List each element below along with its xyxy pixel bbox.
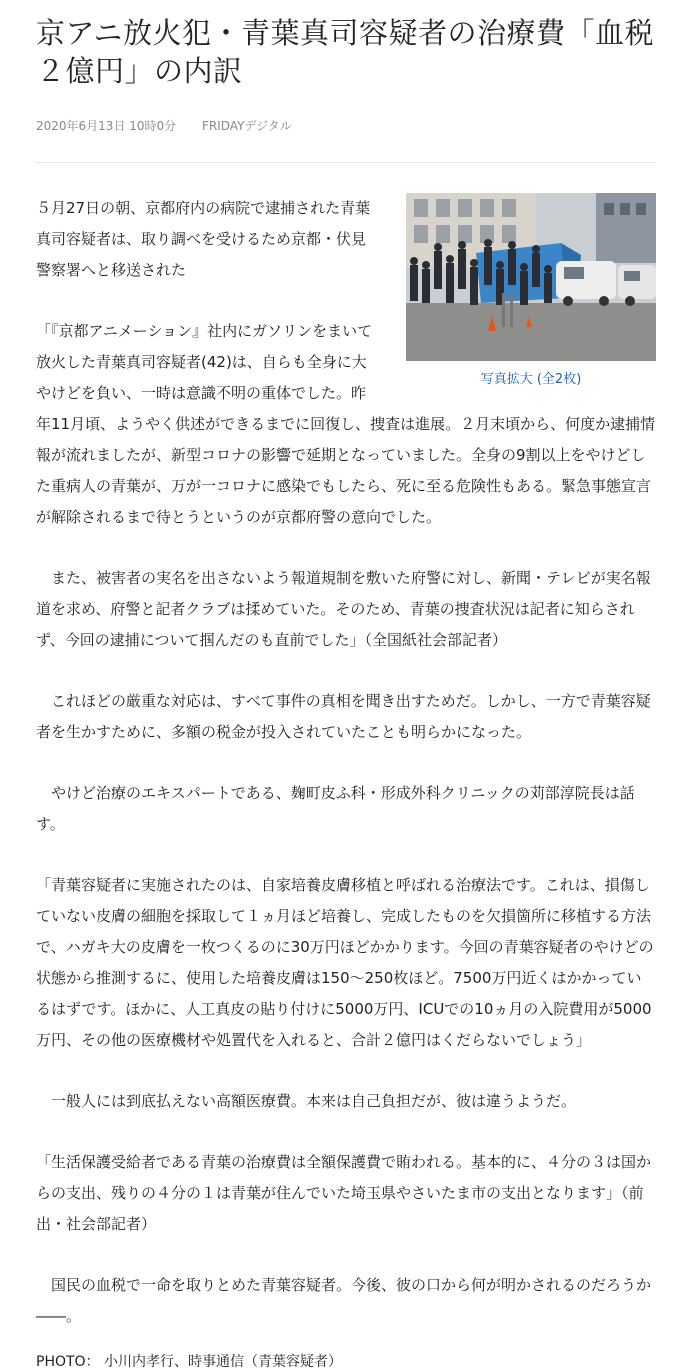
header-divider bbox=[36, 162, 656, 163]
photo-illustration bbox=[406, 193, 656, 361]
photo-credit: PHOTO： 小川内孝行、時事通信（青葉容疑者） bbox=[36, 1354, 343, 1370]
paragraph: やけど治療のエキスパートである、麹町皮ふ科・形成外科クリニックの苅部淳院長は話す。 bbox=[36, 784, 635, 833]
source-name[interactable]: FRIDAYデジタル bbox=[202, 119, 292, 133]
photo-figure bbox=[406, 193, 656, 389]
photo-enlarge-link[interactable]: 写真拡大 (全2枚) bbox=[480, 372, 582, 387]
article-meta bbox=[36, 118, 656, 134]
paragraph: 国民の血税で一命を取りとめた青葉容疑者。今後、彼の口から何が明かされるのだろうか――。 bbox=[36, 1276, 652, 1325]
paragraph: これほどの厳重な対応は、すべて事件の真相を聞き出すためだ。しかし、一方で青葉容疑者を生かすために、多額の税金が投入されていたことも明らかになった。 bbox=[36, 692, 651, 741]
article-title: 京アニ放火犯・青葉真司容疑者の治療費「血税２億円」の内訳 bbox=[36, 16, 655, 88]
paragraph: 一般人には到底払えない高額医療費。本来は自己負担だが、彼は違うようだ。 bbox=[36, 1092, 577, 1110]
paragraph: 「生活保護受給者である青葉の治療費は全額保護費で賄われる。基本的に、４分の３は国からの支出、残りの４分の１は青葉が住んでいた埼玉県やさいたま市の支出となります」（前出・社会部記者） bbox=[36, 1153, 652, 1233]
news-photo[interactable] bbox=[406, 193, 656, 361]
publish-date: 2020年6月13日 10時0分 bbox=[36, 119, 177, 133]
paragraph: 「『京都アニメーション』社内にガソリンをまいて放火した青葉真司容疑者(42)は、自らも全身に大やけどを負い、一時は意識不明の重体でした。昨年11月頃、ようやく供述ができるまでに回復し、捜査は進展。２月末頃から、何度か逮捕情報が流れましたが、新型コロナの影響で延期となっていました。全身の9割以上をやけどした重病人の青葉が、万が一コロナに感染でもしたら、死に至る危険性もある。緊急事態宣言が解除されるまで待とうというのが京都府警の意向でした。 bbox=[36, 322, 656, 526]
article-body bbox=[36, 193, 656, 1372]
article bbox=[36, 0, 656, 1372]
paragraph: 「青葉容疑者に実施されたのは、自家培養皮膚移植と呼ばれる治療法です。これは、損傷していない皮膚の細胞を採取して１ヵ月ほど培養し、完成したものを欠損箇所に移植する方法で、ハガキ大の皮膚を一枚つくるのに30万円ほどかかります。今回の青葉容疑者のやけどの状態から推測するに、使用した培養皮膚は150～250枚ほど。7500万円近くはかかっているはずです。ほかに、人工真皮の貼り付けに5000万円、ICUでの10ヵ月の入院費用が5000万円、その他の医療機材や処置代を入れると、合計２億円はくだらないでしょう」 bbox=[36, 876, 654, 1049]
paragraph: ５月27日の朝、京都府内の病院で逮捕された青葉真司容疑者は、取り調べを受けるため京都・伏見警察署へと移送された bbox=[36, 199, 371, 279]
paragraph: また、被害者の実名を出さないよう報道規制を敷いた府警に対し、新聞・テレビが実名報道を求め、府警と記者クラブは揉めていた。そのため、青葉の捜査状況は記者に知らされず、今回の逮捕について掴んだのも直前でした」（全国紙社会部記者） bbox=[36, 569, 651, 649]
